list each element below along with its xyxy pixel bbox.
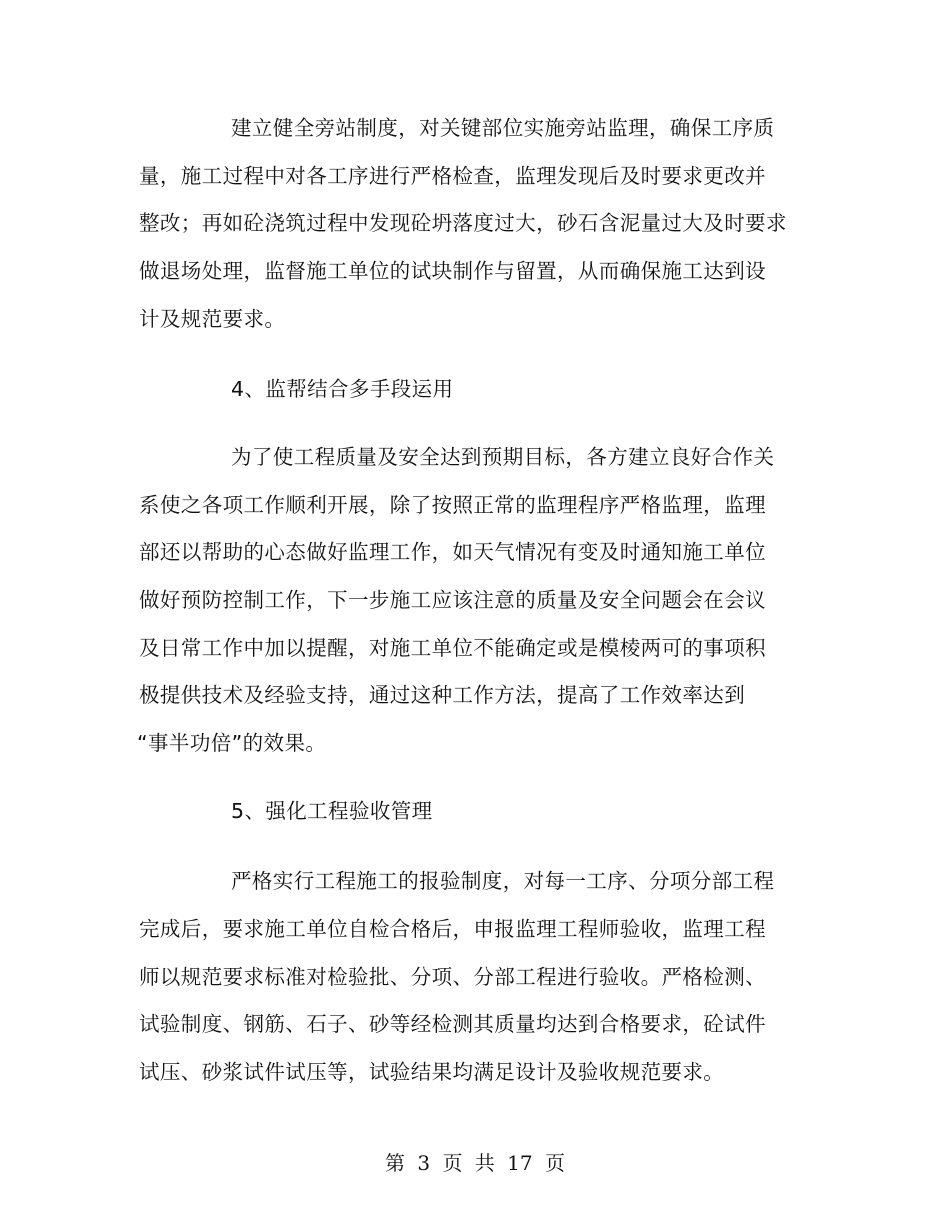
section-heading: 4、监帮结合多手段运用 [231, 377, 454, 401]
paragraph-line: 做好预防控制工作，下一步施工应该注意的质量及安全问题会在会议 [139, 588, 766, 612]
paragraph-line: 及日常工作中加以提醒，对施工单位不能确定或是模棱两可的事项积 [139, 636, 766, 660]
paragraph-line: 系使之各项工作顺利开展，除了按照正常的监理程序严格监理，监理 [139, 493, 766, 517]
paragraph-line: 部还以帮助的心态做好监理工作，如天气情况有变及时通知施工单位 [139, 540, 766, 564]
paragraph-line: “事半功倍”的效果。 [137, 731, 327, 755]
paragraph-line: 试验制度、钢筋、石子、砂等经检测其质量均达到合格要求，砼试件 [139, 1012, 766, 1036]
paragraph-line: 为了使工程质量及安全达到预期目标，各方建立良好合作关 [231, 445, 775, 469]
paragraph-line: 整改；再如砼浇筑过程中发现砼坍落度过大，砂石含泥量过大及时要求 [139, 211, 787, 235]
paragraph-line: 量，施工过程中对各工序进行严格检查，监理发现后及时要求更改并 [139, 164, 766, 188]
page-number-footer: 第 3 页 共 17 页 [385, 1151, 565, 1175]
paragraph-line: 完成后，要求施工单位自检合格后，申报监理工程师验收，监理工程 [139, 917, 766, 941]
paragraph-line: 严格实行工程施工的报验制度，对每一工序、分项分部工程 [231, 869, 775, 893]
section-heading: 5、强化工程验收管理 [231, 799, 433, 823]
paragraph-line: 计及规范要求。 [139, 307, 286, 331]
paragraph-line: 试压、砂浆试件试压等，试验结果均满足设计及验收规范要求。 [139, 1060, 725, 1084]
paragraph-line: 极提供技术及经验支持，通过这种工作方法，提高了工作效率达到 [139, 683, 746, 707]
paragraph-line: 师以规范要求标准对检验批、分项、分部工程进行验收。严格检测、 [139, 965, 766, 989]
paragraph-line: 做退场处理，监督施工单位的试块制作与留置，从而确保施工达到设 [139, 259, 766, 283]
paragraph-line: 建立健全旁站制度，对关键部位实施旁站监理，确保工序质 [231, 116, 775, 140]
